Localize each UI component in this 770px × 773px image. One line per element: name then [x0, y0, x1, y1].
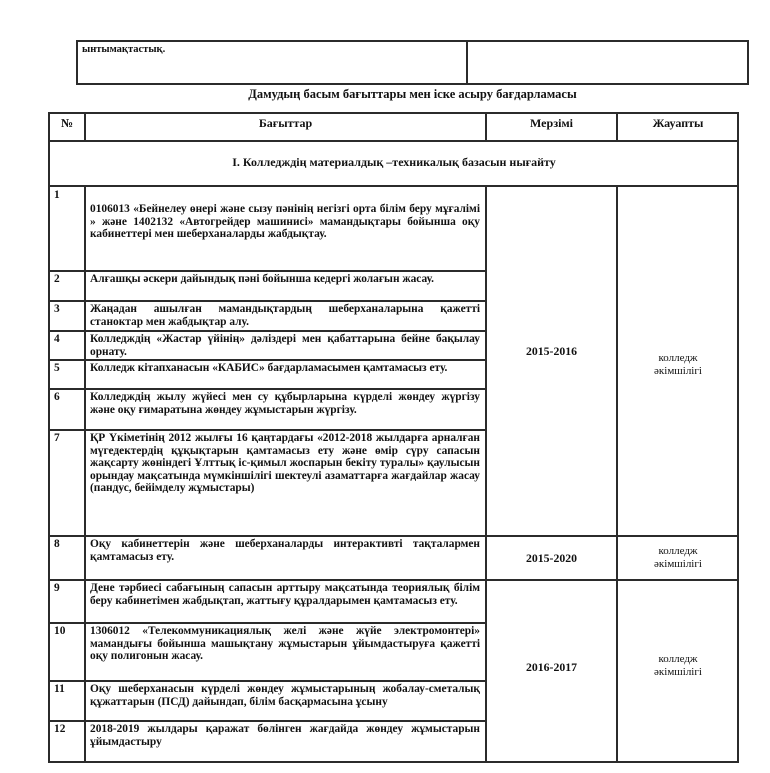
- header-num: №: [60, 116, 74, 130]
- header-term: Мерзімі: [530, 116, 573, 130]
- top-table-divider: [466, 40, 468, 85]
- header-bottom-line: [48, 140, 739, 142]
- responsible-cell-line2: әкімшілігі: [654, 558, 702, 570]
- row-line: [48, 300, 487, 302]
- row-text: Колледж кітапханасын «КАБИС» бағдарламасымен қамтамасыз ету.: [90, 362, 448, 374]
- term-cell: 2015-2016: [525, 344, 578, 358]
- row-line: [48, 388, 487, 390]
- row-num: 9: [54, 582, 60, 594]
- row-num: 1: [54, 189, 60, 201]
- row-line: [48, 359, 487, 361]
- row-num: 3: [54, 303, 60, 315]
- top-table-left-text: ынтымақтастық.: [82, 44, 166, 55]
- group-line: [48, 535, 739, 537]
- section-bottom-line: [48, 185, 739, 187]
- row-text: 0106013 «Бейнелеу өнері және сызу пәнінің негізгі орта білім беру мұғалімі » және 1402132 «Автогрейдер машинисі» мамандықтары бойынша оқу кабинеттері мен шеберханаларды жабдықтау.: [90, 203, 480, 241]
- row-line: [48, 680, 487, 682]
- row-num: 12: [54, 723, 66, 735]
- row-text: Алғашқы әскери дайындық пәні бойынша кедергі жолағын жасау.: [90, 273, 435, 285]
- row-num: 4: [54, 333, 60, 345]
- row-line: [48, 720, 487, 722]
- responsible-cell-line2: әкімшілігі: [654, 365, 702, 377]
- row-text: Дене тәрбиесі сабағының сапасын арттыру мақсатында теориялық білім беру кабинетімен жабдықтап, жаттығу құралдарымен қамтамасыз ету.: [90, 582, 480, 607]
- row-line: [48, 622, 487, 624]
- row-num: 10: [54, 625, 66, 637]
- row-text: Оқу кабинеттерін және шеберханаларды интерактивті тақталармен қамтамасыз ету.: [90, 538, 480, 563]
- term-cell: 2015-2020: [525, 551, 578, 565]
- row-line: [48, 270, 487, 272]
- page-title: Дамудың басым бағыттары мен іске асыру бағдарламасы: [248, 87, 577, 101]
- row-text: 2018-2019 жылдары қаражат бөлінген жағдайда жөндеу жұмыстарын ұйымдастыру: [90, 723, 480, 748]
- term-cell: 2016-2017: [525, 660, 578, 674]
- responsible-cell-line1: колледж: [658, 545, 698, 557]
- group-line: [48, 579, 739, 581]
- header-directions: Бағыттар: [258, 116, 313, 130]
- responsible-cell-line1: колледж: [658, 352, 698, 364]
- row-text: ҚР Үкіметінің 2012 жылғы 16 қаңтардағы «2012-2018 жылдарға арналған мүгедектердің құқықтарын қамтамасыз ету және өмір сүру сапасын жақсарту жөніндегі Ұлттық іс-қимыл жоспарын бекіту туралы» қаулысын орындау мақсатында мүмкіншілігі шектеулі азаматтарға жағдайлар жасау (пандус, бейімделу жұмыстары): [90, 432, 480, 495]
- responsible-cell-line2: әкімшілігі: [654, 666, 702, 678]
- row-num: 2: [54, 273, 60, 285]
- row-text: 1306012 «Телекоммуникациялық желі және жүйе электромонтері» мамандығы бойынша машықтану жұмыстарын ұйымдастыруға қажетті оқу полигонын жасау.: [90, 625, 480, 663]
- row-num: 6: [54, 391, 60, 403]
- row-text: Колледждің жылу жүйесі мен су құбырларына күрделі жөндеу жүргізу және оқу ғимаратына жөндеу жұмыстарын жүргізу.: [90, 391, 480, 416]
- row-num: 5: [54, 362, 60, 374]
- row-text: Жаңадан ашылған мамандықтардың шеберханаларына қажетті станоктар мен жабдықтар алу.: [90, 303, 480, 328]
- row-line: [48, 429, 487, 431]
- header-responsible: Жауапты: [652, 116, 704, 130]
- row-text: Колледждің «Жастар үйінің» дәліздері мен қабаттарына бейне бақылау орнату.: [90, 333, 480, 358]
- row-num: 11: [54, 683, 65, 695]
- row-line: [48, 330, 487, 332]
- row-text: Оқу шеберханасын күрделі жөндеу жұмыстарының жобалау-сметалық құжаттарын (ПСД) дайындап, білім басқармасына ұсыну: [90, 683, 480, 708]
- row-num: 8: [54, 538, 60, 550]
- responsible-cell-line1: колледж: [658, 653, 698, 665]
- row-num: 7: [54, 432, 60, 444]
- section-title: І. Колледждің материалдық –техникалық базасын нығайту: [232, 155, 556, 169]
